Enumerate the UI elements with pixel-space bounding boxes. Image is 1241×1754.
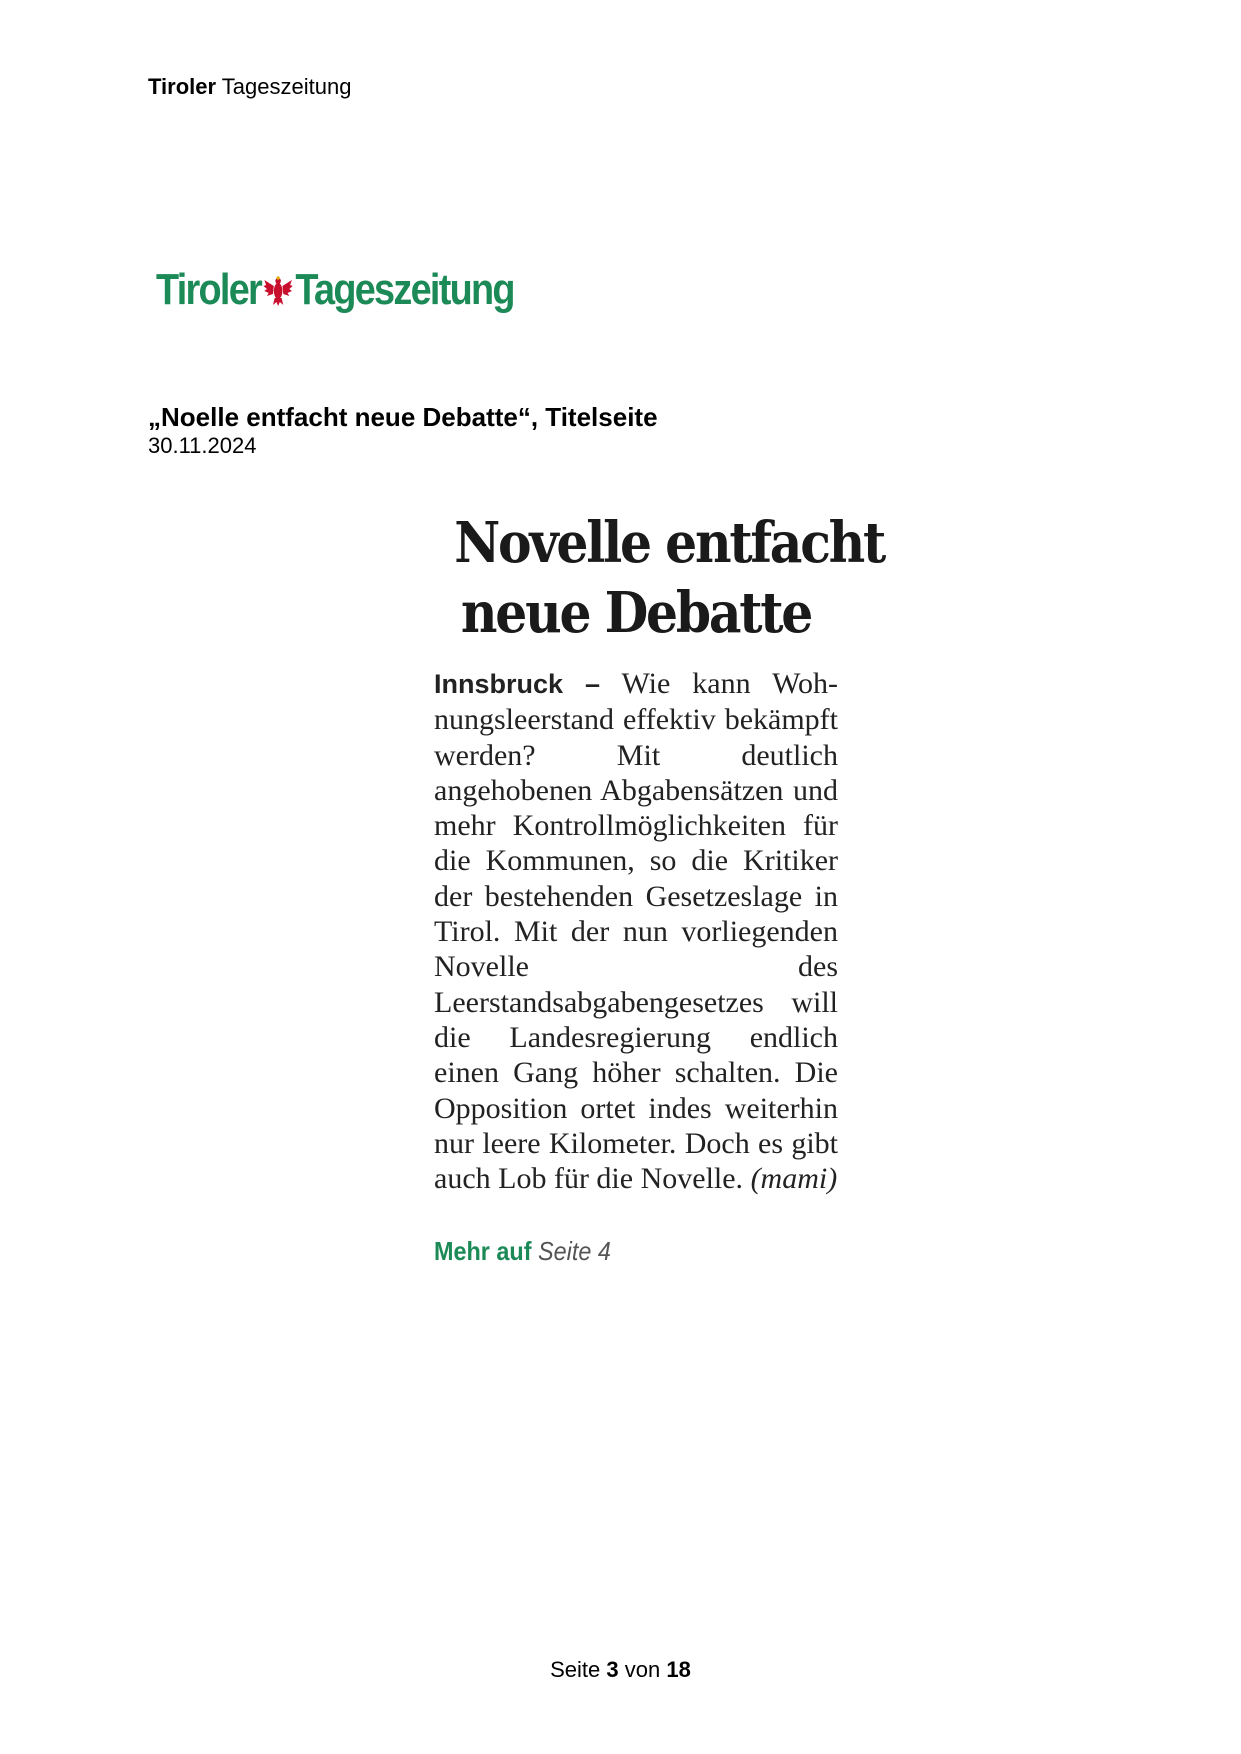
footer-total-pages: 18 bbox=[666, 1657, 691, 1682]
logo-right-word: Tageszeitung bbox=[295, 265, 514, 314]
headline bbox=[454, 508, 885, 648]
headline-line-2: neue Debatte bbox=[460, 580, 812, 646]
continued-page: Seite 4 bbox=[538, 1236, 611, 1267]
footer-prefix: Seite bbox=[550, 1657, 601, 1682]
clipping-date: 30.11.2024 bbox=[148, 433, 257, 458]
article-body bbox=[434, 666, 838, 1196]
clipping-title: „Noelle entfacht neue Debatte“, Titelseite bbox=[148, 402, 658, 432]
tyrolean-eagle-icon bbox=[263, 272, 294, 308]
continued-reference bbox=[434, 1236, 798, 1267]
page-footer bbox=[0, 1657, 1241, 1683]
footer-middle: von bbox=[624, 1657, 661, 1682]
footer-current-page: 3 bbox=[606, 1657, 619, 1682]
logo-left-word: Tiroler bbox=[156, 265, 262, 314]
newspaper-clipping bbox=[434, 508, 885, 1267]
article-author: (mami) bbox=[750, 1162, 838, 1196]
continued-label: Mehr auf bbox=[434, 1236, 532, 1267]
article-dateline: Innsbruck – bbox=[434, 669, 601, 699]
running-header bbox=[148, 74, 351, 100]
article-text: Wie kann Wohnungsleerstand effektiv bekämpft werden? Mit deutlich angehobenen Abgabensätzen und mehr Kontrollmöglichkeiten für die Kommunen, so die Kritiker der bestehenden Gesetzeslage in Tirol. Mit der nun vorliegenden Novelle des Leerstandsabgabengesetzes will die Landesregierung endlich einen Gang höher schalten. Die Opposition ortet indes weiterhin nur leere Kilometer. Doch es gibt auch Lob für die Novelle. bbox=[434, 667, 838, 1196]
headline-line-1: Novelle entfacht bbox=[454, 510, 885, 576]
running-header-brand-bold: Tiroler bbox=[148, 74, 217, 99]
newspaper-logo bbox=[156, 262, 514, 318]
running-header-brand-rest: Tageszeitung bbox=[221, 74, 352, 99]
